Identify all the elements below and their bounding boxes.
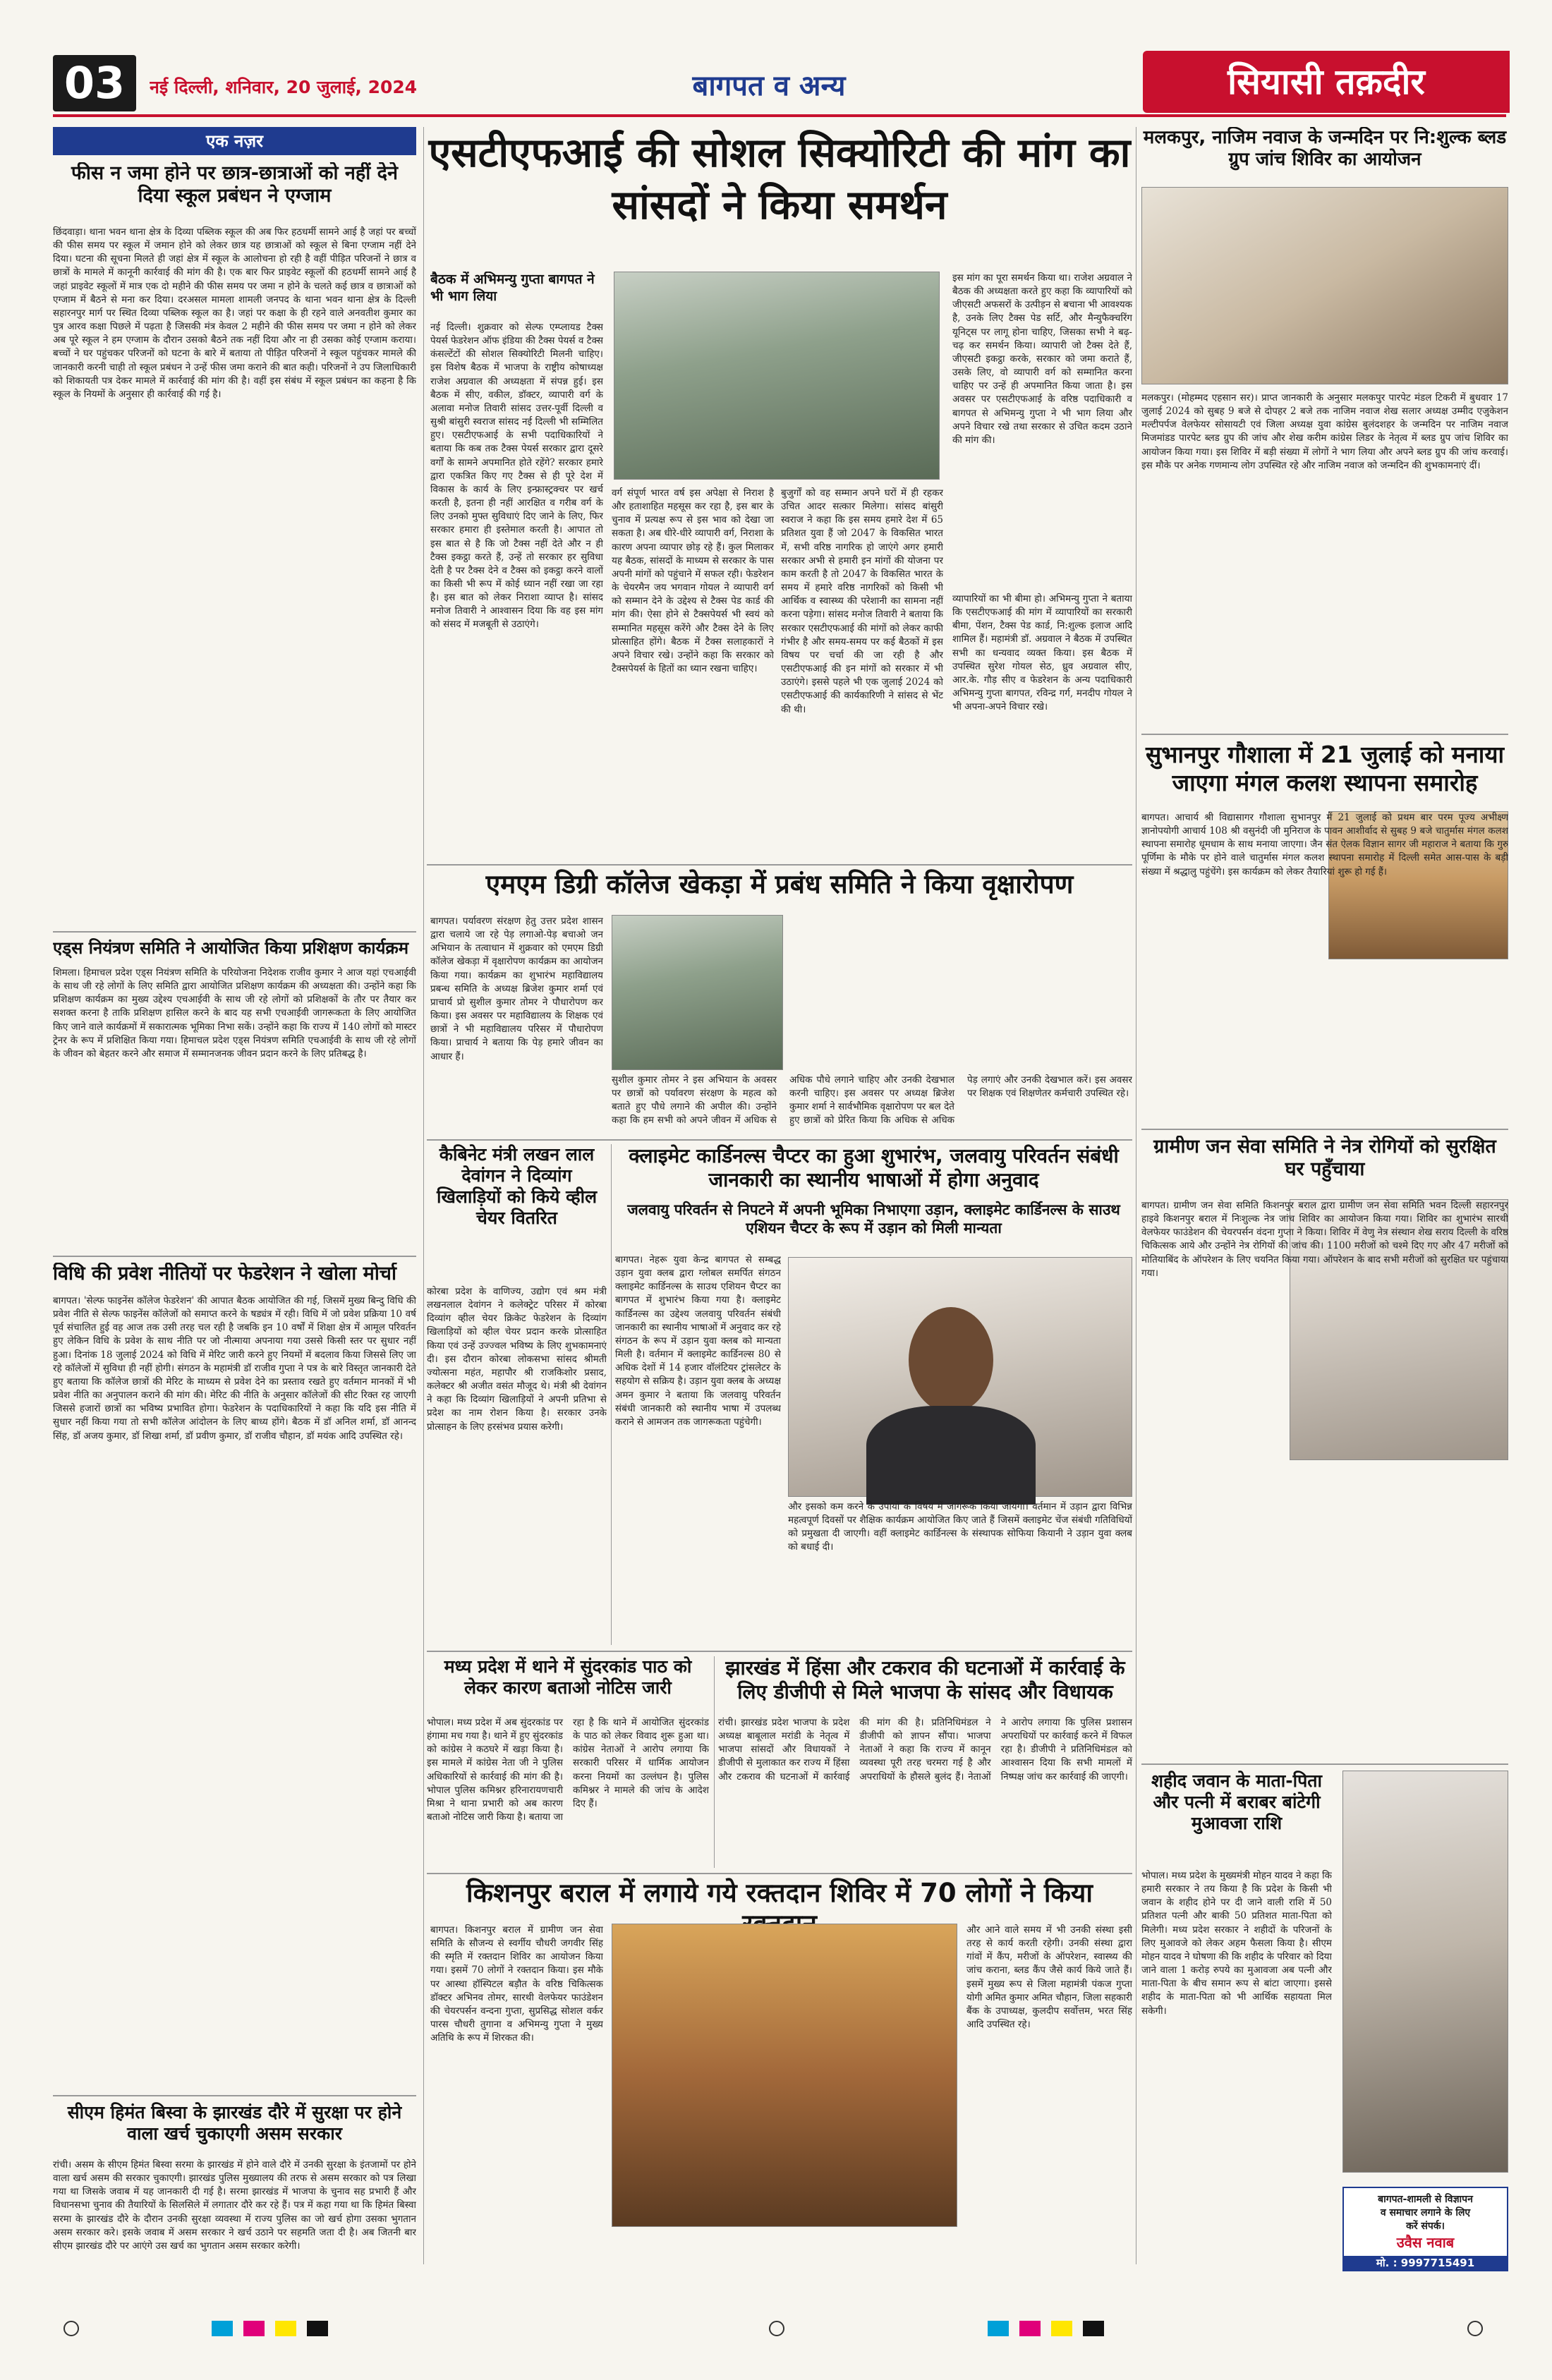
divider: [427, 864, 1132, 866]
left-column: [53, 127, 416, 2271]
left-story2-body: शिमला। हिमाचल प्रदेश एड्स नियंत्रण समिति के परियोजना निदेशक राजीव कुमार ने आज यहां एचआईवी के साथ जी रहे लोगों के लिए समिति द्वारा आयोजित प्रशिक्षण कार्यक्रम की अध्यक्षता की। उन्होंने कहा कि प्रशिक्षण कार्यक्रम का मुख्य उद्देश्य एचआईवी के साथ जी रहे लोगों को प्रशिक्षकों के तौर पर तैयार कर सशक्त करना है ताकि प्रशिक्षण हासिल करने के बाद यह सभी एचआईवी जागरूकता के लिए आयोजित किए जाने वाले कार्यक्रमों में सकारात्मक भूमिका निभा सकें। उन्होंने कहा कि राज्य में 140 लोगों को मास्टर ट्रेनर के रूप में प्रशिक्षित किया गया। हिमाचल प्रदेश एड्स नियंत्रण समिति एचआईवी के साथ जी रहे लोगों के जीवन को बेहतर करने और समाज में सम्मानजनक जीवन प्रदान करने के लिए प्रतिबद्ध है।: [53, 967, 416, 1060]
climate-body-col2: और इसको कम करने के उपायों के विषय में जागरूक किया जायेगा। वर्तमान में उड़ान द्वारा विभिन्न महत्वपूर्ण दिवसों पर शैक्षिक कार्यक्रम आयोजित किए जाते हैं जिसमें क्लाइमेट चेंज संबंधी गतिविधियों को प्रमुखता दी जाएगी। वहीं क्लाइमेट कार्डिनल्स के संस्थापक सोफिया कियानी ने उड़ान युवा क्लब को बधाई दी।: [788, 1501, 1132, 1553]
ad-line2: व समाचार लगाने के लिए: [1380, 2207, 1471, 2218]
right-story1-body: मलकपुर। (मोहम्मद एहसान सर)। प्राप्त जानकारी के अनुसार मलकपुर पारपेट मंडल टिकरी में बुधवार 17 जुलाई 2024 को सुबह 9 बजे से दोपहर 2 बजे तक नाजिम नवाज शेख सलार अध्यक्ष उम्मीद एजुकेशन मल्टीपर्पज वेलफेयर सोसायटी एवं जिला अध्यक्ष युवा कांग्रेस बुलंदशहर के जन्मदिन पर नाजिम नवाज मिजमांडड पारपेट ब्लड ग्रुप की जांच और शेख करीम कांग्रेस लिडर के नेतृत्व में ब्लड ग्रुप जांच शिविर का आयोजन किया गया। इस शिविर में बड़ी संख्या में लोगों ने भाग लिया और अपने ब्लड ग्रुप की जांच करवाई। इस मौके पर अनेक गणमान्य लोग उपस्थित रहे और नाजिम नवाज को जन्मदिन की शुभकामनाएं दीं।: [1141, 392, 1508, 471]
left-story4-body: रांची। असम के सीएम हिमंत बिस्वा सरमा के झारखंड में होने वाले दौरे में उनकी सुरक्षा के इंतजामों पर होने वाला खर्च असम की सरकार चुकाएगी। झारखंड पुलिस मुख्यालय की तरफ से असम सरकार को पत्र लिखा गया था जिसके जवाब में यह जानकारी दी गई है। सरमा झारखंड में भाजपा के चुनाव सह प्रभारी हैं और विधानसभा चुनाव की तैयारियों के सिलसिले में लगातार दौरे कर रहे हैं। पत्र में कहा गया था कि हिमंत बिस्वा सरमा के झारखंड दौरे के दौरान उनकी सुरक्षा व्यवस्था में राज्य पुलिस का जो खर्च होगा उसका भुगतान असम सरकार करे। इसके जवाब में असम सरकार ने खर्च उठाने पर सहमति जता दी है। अब जितनी बार सीएम झारखंड दौरे पर आएंगे उस खर्च का भुगतान असम सरकार करेगी।: [53, 2159, 416, 2252]
registration-mark: [63, 2321, 79, 2336]
color-swatch: [275, 2321, 296, 2336]
blood-photo: [612, 1924, 957, 2227]
color-swatch: [1051, 2321, 1072, 2336]
right-story4-photo: [1342, 1771, 1508, 2173]
right-story3-body: बागपत। ग्रामीण जन सेवा समिति किशनपुर बराल द्वारा ग्रामीण जन सेवा समिति भवन दिल्ली सहारनपुर हाइवे किशनपुर बराल में निःशुल्क नेत्र जांच शिविर का आयोजन किया गया। शिविर का शुभारंभ सारथी वेलफेयर फाउंडेशन की चेयरपर्सन वंदना गुप्ता ने किया। शिविर में वेणु नेत्र संस्थान शेख सराय दिल्ली के वरिष्ठ चिकित्सक आये और उन्होंने नेत्र रोगियों की जांच की। 1100 मरीजों को चश्मे दिए गए और 47 मरीजों को मोतियाबिंद के ऑपरेशन के लिए चयनित किया गया। ऑपरेशन के बाद सभी मरीजों को सुरक्षित घर पहुंचाया गया।: [1141, 1200, 1508, 1279]
climate-subheadline: जलवायु परिवर्तन से निपटने में अपनी भूमिका निभाएगा उड़ान, क्लाइमेट कार्डिनल्स के साउथ एशियन चैप्टर के रूप में उड़ान को मिली मान्यता: [627, 1201, 1120, 1237]
left-story2-headline: एड्स नियंत्रण समिति ने आयोजित किया प्रशिक्षण कार्यक्रम: [53, 938, 409, 958]
climate-story: [615, 1144, 1132, 1645]
divider: [53, 931, 416, 933]
page-number: 03: [63, 57, 126, 109]
ek-nazar-label: एक नज़र: [205, 131, 263, 151]
cabinet-body: कोरबा प्रदेश के वाणिज्य, उद्योग एवं श्रम मंत्री लखनलाल देवांगन ने कलेक्ट्रेट परिसर में कोरबा दिव्यांग व्हील चेयर क्रिकेट फेडरेशन के दिव्यांग खिलाड़ियों को व्हील चेयर प्रदान करके प्रोत्साहित किया एवं उन्हें उज्ज्वल भविष्य के लिए शुभकामनाएं दी। इस दौरान कोरबा लोकसभा सांसद श्रीमती ज्योत्सना महंत, महापौर श्री राजकिशोर प्रसाद, कलेक्टर श्री अजीत वसंत मौजूद थे। मंत्री श्री देवांगन ने कहा कि दिव्यांग खिलाड़ियों ने अपनी प्रतिभा से प्रदेश का नाम रोशन किया है। सरकार उनके प्रोत्साहन के लिए हरसंभव प्रयास करेगी।: [427, 1286, 607, 1433]
divider: [1141, 1129, 1508, 1130]
tree-body-col2: सुशील कुमार तोमर ने इस अभियान के अवसर पर छात्रों को पर्यावरण संरक्षण के महत्व को बताते हुए पौधे लगाने की अपील की। उन्होंने कहा कि हम सभी को अपने जीवन में अधिक से अधिक पौधे लगाने चाहिए और उनकी देखभाल करनी चाहिए। इस अवसर पर अध्यक्ष ब्रिजेश कुमार शर्मा ने सार्वभौमिक वृक्षारोपण पर बल देते हुए छात्रों को प्रेरित किया कि अधिक से अधिक पेड़ लगाएं और उनकी देखभाल करें। इस अवसर पर शिक्षक एवं शिक्षणेतर कर्मचारी उपस्थित रहे।: [612, 1074, 1132, 1127]
cabinet-headline: कैबिनेट मंत्री लखन लाल देवांगन ने दिव्यांग खिलाड़ियों को किये व्हील चेयर वितरित: [436, 1144, 598, 1228]
registration-mark: [1467, 2321, 1483, 2336]
lead-body-col4: इस मांग का पूरा समर्थन किया था। राजेश अग्रवाल ने बैठक की अध्यक्षता करते हुए कहा कि व्यापारियों को जीएसटी अफसरों के उत्पीड़न से बचाना भी आवश्यक है, उनके लिए टैक्स पेड सर्टि, और मैन्युफैक्चरिंग यूनिट्स पर लागू होना चाहिए, जिसका सभी ने बढ़-चढ़ कर समर्थन किया। व्यापारी जो टैक्स देते हैं, जीएसटी इकट्ठा करके, सरकार को जमा कराते हैं, उसके लिए, वो व्यापारी वर्ग को सम्मानित करना चाहिए पर उन्हें ही अपमानित किया जाता है। इस अवसर पर एसटीएफआई के वरिष्ठ पदाधिकारी व बागपत से अभिमन्यु गुप्ता ने भी भाग लिया और अपने विचार रखे तथा सरकार से उचित कदम उठाने की मांग की।: [952, 272, 1132, 446]
portrait-shirt: [866, 1406, 1036, 1505]
color-swatch: [212, 2321, 233, 2336]
right-story2-body: बागपत। आचार्य श्री विद्यासागर गौशाला सुभानपुर में 21 जुलाई को प्रथम बार परम पूज्य अभीक्ष्ण ज्ञानोपयोगी आचार्य 108 श्री वसुनंदी जी मुनिराज के पावन आशीर्वाद से सुबह 9 बजे चातुर्मास मंगल कलश स्थापना समारोह धूमधाम के साथ मनाया जाएगा। जैन संत ऐलक विज्ञान सागर जी महाराज ने बताया कि गुरु पूर्णिमा के मौके पर होने वाले चातुर्मास मंगल कलश स्थापना समारोह में दिल्ली समेत आस-पास के बड़ी संख्या में श्रद्धालु पहुंचेंगे। इस कार्यक्रम को लेकर तैयारियां शुरू हो गई हैं।: [1141, 812, 1508, 878]
color-swatch: [988, 2321, 1009, 2336]
tree-photo: [612, 915, 783, 1070]
lead-photo-meeting: [614, 272, 940, 480]
lead-story: [427, 127, 1132, 861]
divider: [714, 1656, 715, 1868]
divider: [1141, 734, 1508, 735]
tree-story: [427, 869, 1132, 1137]
mp-story: [427, 1656, 709, 1868]
registration-mark: [769, 2321, 784, 2336]
section-label: बागपत व अन्य: [692, 70, 846, 102]
left-story1-headline: फीस न जमा होने पर छात्र-छात्राओं को नहीं देने दिया स्कूल प्रबंधन ने एग्जाम: [71, 162, 398, 207]
ad-name: उवैस नवाब: [1396, 2234, 1455, 2251]
divider: [1141, 1763, 1508, 1765]
climate-body-col1: बागपत। नेहरू युवा केन्द्र बागपत से सम्बद्ध उड़ान युवा क्लब द्वारा ग्लोबल समर्पित संगठन क्लाइमेट कार्डिनल्स के साउथ एशियन चैप्टर का बागपत में शुभारंभ किया गया है। क्लाइमेट कार्डिनल्स का उद्देश्य जलवायु परिवर्तन संबंधी जानकारी का स्थानीय भाषाओं में अनुवाद कर रहे संगठन के रूप में उड़ान युवा क्लब को मान्यता मिली है। वर्तमान में क्लाइमेट कार्डिनल्स 80 से अधिक देशों में 14 हजार वॉलंटियर ट्रांसलेटर के सहयोग से सक्रिय है। उड़ान युवा क्लब के अध्यक्ष अमन कुमार ने बताया कि जलवायु परिवर्तन संबंधी जानकारी को स्थानीय भाषा में उपलब्ध कराने से आमजन तक जागरूकता पहुंचेगी।: [615, 1254, 781, 1428]
lead-body-col2: वर्ग संपूर्ण भारत वर्ष इस अपेक्षा से निराश है और हताशाहित महसूस कर रहा है, इस बार के चुनाव में प्रत्यक्ष रूप से इस भाव को देखा जा सकता है। अब धीरे-धीरे व्यापारी वर्ग, निराशा के कारण अपना व्यापार छोड़ रहे हैं। कुल मिलाकर यह बैठक, सांसदों के माध्यम से सरकार के पास अपनी मांगों को पहुंचाने में सफल रही। फेडरेशन के चेयरमैन जय भगवान गोयल ने व्यापारी वर्ग को सम्मान देने के उद्देश्य से टैक्स पेड कार्ड की मांग की। ऐसा होने से टैक्सपेयर्स भी स्वयं को सम्मानित महसूस करेंगे और टैक्स देने के लिए प्रोत्साहित होंगे। बैठक में टैक्स सलाहकारों ने अपने विचार रखे। उन्होंने कहा कि सरकार को टैक्सपेयर्स के हितों का ध्यान रखना चाहिए।: [612, 487, 774, 675]
mp-headline: मध्य प्रदेश में थाने में सुंदरकांड पाठ को लेकर कारण बताओ नोटिस जारी: [444, 1656, 692, 1698]
divider: [427, 1651, 1132, 1652]
color-swatch: [243, 2321, 265, 2336]
divider: [427, 1873, 1132, 1874]
blood-body-col1: बागपत। किशनपुर बराल में ग्रामीण जन सेवा समिति के सौजन्य से स्वर्गीय चौधरी जगवीर सिंह की स्मृति में रक्तदान शिविर का आयोजन किया गया। इसमें 70 लोगों ने रक्तदान किया। इस मौके पर आस्था हॉस्पिटल बड़ौत के वरिष्ठ चिकित्सक डॉक्टर अभिनव तोमर, सारथी वेलफेयर फाउंडेशन की चेयरपर्सन वन्दना गुप्ता, सुप्रसिद्ध सोशल वर्कर पारस चौधरी तुगाना व अभिमन्यु गुप्ता ने मुख्य अतिथि के रूप में शिरकत की।: [430, 1924, 603, 2044]
divider: [611, 1144, 612, 1645]
jharkhand-story: [718, 1656, 1132, 1868]
left-story3-body: बागपत। 'सेल्फ फाइनेंस कॉलेज फेडरेशन' की आपात बैठक आयोजित की गई, जिसमें मुख्य बिन्दु विधि की प्रवेश नीति से सेल्फ फाइनेंस कॉलेजों को समाप्त करने के षड्यंत्र में रही। विधि में जो प्रवेश प्रक्रिया 10 वर्ष पूर्व संचालित हुई वह आज तक उसी तरह चल रही है जबकि इन 10 वर्षों में शिक्षा क्षेत्र में आमूल परिवर्तन हुए लेकिन विधि के प्रवेश के साथ नीति पर जो नीत्माया अपनाया गया उससे किसी स्तर पर सुधार नहीं हुआ। दिनांक 18 जुलाई 2024 को विधि में मेरिट जारी करने हुए नियमों में बदलाव किया जिससे लिए जा रहे कॉलेजों में सुविधा ही नहीं होगी। संगठन के महामंत्री डॉ राजीव गुप्ता ने पत्र के बारे विस्तृत जानकारी देते हुए बताया कि कॉलेज छात्रों की मेरिट के माध्यम से प्रवेश देने का प्रस्ताव रखते हुए वर्तमान मानकों में भी प्रवेश नीति का अनुपालन कराने की मांग की। मेरिट की नीति के अनुसार कॉलेजों की सीट रिक्त रह जाएगी जिससे हजारों छात्रों का भविष्य प्रभावित होगा। फेडरेशन के पदाधिकारियों ने कहा कि यदि इस नीति में सुधार नहीं किया गया तो सभी कॉलेज आंदोलन के लिए बाध्य होंगे। बैठक में डॉ अनिल शर्मा, डॉ आनन्द सिंह, डॉ अजय कुमार, डॉ शिखा शर्मा, डॉ प्रवीण कुमार, डॉ राजीव चौहान, डॉ मयंक आदि उपस्थित रहे।: [53, 1295, 416, 1442]
right-story3-headline: ग्रामीण जन सेवा समिति ने नेत्र रोगियों को सुरक्षित घर पहुँचाया: [1153, 1136, 1496, 1181]
tree-body-col1: बागपत। पर्यावरण संरक्षण हेतु उत्तर प्रदेश शासन द्वारा चलाये जा रहे पेड़ लगाओ-पेड़ बचाओ जन अभियान के तत्वाधान में शुक्रवार को एमएम डिग्री कॉलेज खेकड़ा में वृक्षारोपण कार्यक्रम का आयोजन किया गया। कार्यक्रम का शुभारंभ महाविद्यालय प्रबन्ध समिति के अध्यक्ष ब्रिजेश कुमार शर्मा एवं प्राचार्य प्रो सुशील कुमार तोमर ने पौधारोपण कर किया। इस अवसर पर महाविद्यालय के शिक्षक एवं छात्रों ने भी महाविद्यालय परिसर में पौधारोपण किया। प्राचार्य ने बताया कि पेड़ हमारे जीवन का आधार हैं।: [430, 916, 603, 1062]
jharkhand-body: रांची। झारखंड प्रदेश भाजपा के प्रदेश अध्यक्ष बाबूलाल मरांडी के नेतृत्व में भाजपा सांसदों और विधायकों ने डीजीपी से मुलाकात कर राज्य में हिंसा और टकराव की घटनाओं में कार्रवाई की मांग की है। प्रतिनिधिमंडल ने डीजीपी को ज्ञापन सौंपा। भाजपा नेताओं ने कहा कि राज्य में कानून व्यवस्था पूरी तरह चरमरा गई है और अपराधियों के हौसले बुलंद हैं। नेताओं ने आरोप लगाया कि पुलिस प्रशासन अपराधियों पर कार्रवाई करने में विफल रहा है। डीजीपी ने प्रतिनिधिमंडल को आश्वासन दिया कि सभी मामलों में निष्पक्ष जांच कर कार्रवाई की जाएगी।: [718, 1717, 1132, 1783]
lead-headline: एसटीएफआई की सोशल सिक्योरिटी की मांग का सांसदों ने किया समर्थन: [428, 130, 1131, 229]
lead-body-col5: व्यापारियों का भी बीमा हो। अभिमन्यु गुप्ता ने बताया कि एसटीएफआई की मांग में व्यापारियों का सरकारी बीमा, पेंशन, टैक्स पेड कार्ड, नि:शुल्क इलाज आदि शामिल हैं। महामंत्री डॉ. अग्रवाल ने बैठक में उपस्थित सभी का धन्यवाद व्यक्त किया। इस बैठक में उपस्थित सुरेश गोयल सेठ, ध्रुव अग्रवाल सीए, आर.के. गौड़ सीए व फेडरेशन के अन्य पदाधिकारी अभिमन्यु गुप्ता बागपत, रविन्द्र गर्ग, मनदीप गोयल ने भी अपना-अपने विचार रखे।: [952, 593, 1132, 713]
lead-body-col3: बुजुर्गों को वह सम्मान अपने घरों में ही रहकर उचित आदर सत्कार मिलेगा। सांसद बांसुरी स्वराज ने कहा कि इस समय हमारे देश में 65 प्रतिशत युवा हैं जो 2047 के विकसित भारत में, सभी वरिष्ठ नागरिक हो जाएंगे अगर हमारी सरकार अभी से हमारी इन मांगों की योजना पर काम करती है तो 2047 के विकसित भारत के समय में हमारे वरिष्ठ नागरिकों को किसी भी आर्थिक व स्वास्थ्य की परेशानी का सामना नहीं करना पड़ेगा। सांसद मनोज तिवारी ने बताया कि सरकार एसटीएफआई की मांगों को लेकर काफी गंभीर है और समय-समय पर कई बैठकों में इस विषय पर चर्चा की जा रही है और एसटीएफआई की इन मांगों को सरकार में भी उठाएंगे। इससे पहले भी एक जुलाई 2024 को एसटीएफआई की कार्यकारिणी ने सांसद से भेंट की थी।: [781, 487, 943, 715]
left-story1-body: छिंदवाड़ा। थाना भवन थाना क्षेत्र के दिव्या पब्लिक स्कूल की अब फिर हठधर्मी सामने आई है जहां पर बच्चों की फीस समय पर स्कूल में जमान होने को लेकर छात्र यह छात्राओं को स्कूल से बिना एग्जाम नहीं देने दिया। घटना की सूचना मिलते ही जहां क्षेत्र में स्कूल के आलोचना हो रही है वहीं पीड़ित परिजनों ने छात्र व छात्रों के मामले में कानूनी कार्रवाई की मांग की है। एक बार फिर प्राइवेट स्कूलों की हठधर्मी सामने आई है जहां प्राइवेट स्कूलों में मात्र एक दो महीने की फीस समय पर जमा न होने के चलते कई छात्र व छात्राओं को एग्जाम में बैठने से मना कर दिया। दरअसल मामला शामली जनपद के थाना भवन थाना क्षेत्र के दिल्ली सहारनपुर मार्ग पर स्थित दिव्या पब्लिक स्कूल का है। जहां पर कक्षा के ही रहने वाले अनवतीश कुमार का पुत्र आरव कक्षा पिछले में पढ़ता है जिसकी मंत्र केवल 2 महीने की फीस समय पर जमा न होने को लेकर अब पूरे स्कूल ने हम एग्जाम के दौरान उसको बैठने तक नहीं दिया और ना ही उसका कोई एग्जाम कराया। बच्चों ने घर पहुंचकर परिजनों को घटना के बारे में बताया तो पीड़ित परिजनों ने स्कूल पहुंचकर मामले की जानकारी करनी चाही तो स्कूल प्रबंधन ने उन्हें फीस जमा कराने की बात कही। परिजनों ने उप जिलाधिकारी को शिकायती पत्र देकर मामले में कार्रवाई की मांग की है। वहीं इस संबंध में स्कूल प्रबंधन का कहना है कि स्कूल के नियमों के अनुसार ही कार्रवाई की गई है।: [53, 226, 416, 400]
right-story1-photo: [1141, 187, 1508, 384]
blood-body-col2: और आने वाले समय में भी उनकी संस्था इसी तरह से कार्य करती रहेगी। उनकी संस्था द्वारा गांवों में कैंप, मरीजों के ऑपरेशन, स्वास्थ्य की जांच कराना, ब्लड कैंप जैसे कार्य किये जाते हैं। इसमें मुख्य रूप से जिला महामंत्री पंकज गुप्ता योगी अमित कुमार अमित चौहान, जिला सहकारी बैंक के उपाध्यक्ष, कुलदीप सर्वोत्तम, भरत सिंह आदि उपस्थित रहे।: [966, 1924, 1132, 2031]
ad-line1: बागपत-शामली से विज्ञापन: [1378, 2194, 1473, 2205]
climate-photo-portrait: [788, 1257, 1132, 1497]
right-story4-body: भोपाल। मध्य प्रदेश के मुख्यमंत्री मोहन यादव ने कहा कि हमारी सरकार ने तय किया है कि प्रदेश के किसी भी जवान के शहीद होने पर दी जाने वाली राशि में 50 प्रतिशत पत्नी और बाकी 50 प्रतिशत माता-पिता को मिलेगी। मध्य प्रदेश सरकार ने शहीदों के परिजनों के लिए मुआवजे को लेकर अहम फैसला किया है। सीएम मोहन यादव ने घोषणा की कि शहीद के परिवार को दिया जाने वाला 1 करोड़ रुपये का मुआवजा अब पत्नी और माता-पिता के बीच समान रूप से बांटा जाएगा। इससे शहीद के माता-पिता को भी आर्थिक सहायता मिल सकेगी।: [1141, 1870, 1332, 2017]
column-rule-left: [423, 127, 424, 2264]
cabinet-story: [427, 1144, 607, 1645]
page-title-text: सियासी तक़दीर: [1227, 61, 1425, 102]
blood-story: [427, 1878, 1132, 2273]
ek-nazar-badge: [53, 127, 416, 155]
lead-kicker: बैठक में अभिमन्यु गुप्ता बागपत ने भी भाग लिया: [430, 272, 595, 304]
right-story2-headline: सुभानपुर गौशाला में 21 जुलाई को मनाया जाएगा मंगल कलश स्थापना समारोह: [1145, 741, 1505, 796]
climate-headline: क्लाइमेट कार्डिनल्स चैप्टर का हुआ शुभारंभ, जलवायु परिवर्तन संबंधी जानकारी का स्थानीय भाषाओं में होगा अनुवाद: [629, 1144, 1119, 1191]
blood-headline: किशनपुर बराल में लगाये गये रक्तदान शिविर में 70 लोगों ने किया: [466, 1878, 1093, 1908]
print-marks: [0, 2293, 1552, 2380]
ad-phone: मो. : 9997715491: [1344, 2256, 1507, 2270]
page-number-box: [53, 55, 136, 111]
color-swatch: [1019, 2321, 1041, 2336]
color-swatch: [1083, 2321, 1104, 2336]
divider: [53, 1256, 416, 1257]
right-story4-headline: शहीद जवान के माता-पिता और पत्नी में बराबर बांटेगी मुआवजा राशि: [1151, 1771, 1323, 1833]
dateline: नई दिल्ली, शनिवार, 20 जुलाई, 2024: [150, 77, 418, 97]
lead-body-col1: नई दिल्ली। शुक्रवार को सेल्फ एम्प्लायड टैक्स पेयर्स फेडरेशन ऑफ इंडिया की टैक्स पेयर्स व टैक्स कंसल्टेंटों की सोशल सिक्योरिटी मिलनी चाहिए। इस विशेष बैठक में भाजपा के राष्ट्रीय कोषाध्यक्ष राजेश अग्रवाल की अध्यक्षता में संपन्न हुई। इस बैठक में सीए, वकील, डॉक्टर, व्यापारी वर्ग के अलावा मनोज तिवारी सांसद उत्तर-पूर्वी दिल्ली व सुश्री बांसुरी स्वराज सांसद नई दिल्ली भी सम्मिलित हुए। एसटीएफआई के सभी पदाधिकारियों ने बताया कि कब तक टैक्स पेयर्स सरकार द्वारा दूसरे वर्गों के सामने अपमानित होते रहेंगे? सरकार हमारे द्वारा एकत्रित किए गए टैक्स से ही पूरे देश में विकास के कार्य के लिए इन्फ्रास्ट्रक्चर पर खर्च करती है, इतना ही नहीं आरक्षित व गरीब वर्ग के लिए उनको मुफ्त सुविधाएं दिए जाने के लिए, फिर सरकार हमारा ही इस्तेमाल करती है। आपात तो इस बात से है कि जो टैक्स नहीं देते और न ही टैक्स इकट्ठा करते हैं, उन्हें तो सरकार हर सुविधा देती है पर टैक्स देने व टैक्स को इकट्ठा करने वालों का किसी भी रूप में कोई ध्यान नहीं रखा जा रहा है। इस बात को लेकर निराशा व्याप्त है। सांसद मनोज तिवारी ने आश्वासन दिया कि वह इस मांग को संसद में मजबूती से उठाएंगे।: [430, 322, 603, 631]
page-title: [1143, 51, 1510, 113]
left-story4-headline: सीएम हिमंत बिस्वा के झारखंड दौरे में सुरक्षा पर होने वाला खर्च चुकाएगी असम सरकार: [67, 2102, 402, 2144]
divider: [53, 2095, 416, 2096]
masthead: [0, 0, 1552, 120]
ad-line3: करें संपर्क।: [1406, 2221, 1445, 2232]
right-column: [1141, 127, 1508, 2271]
left-story3-headline: विधि की प्रवेश नीतियों पर फेडरेशन ने खोला मोर्चा: [53, 1263, 396, 1285]
color-swatch: [307, 2321, 328, 2336]
divider: [427, 1139, 1132, 1141]
tree-headline: एमएम डिग्री कॉलेज खेकड़ा में प्रबंध समिति ने किया वृक्षारोपण: [485, 869, 1074, 899]
portrait-head: [909, 1307, 993, 1413]
advertisement-box: [1342, 2187, 1508, 2271]
right-story1-headline: मलकपुर, नाजिम नवाज के जन्मदिन पर नि:शुल्क ब्लड ग्रुप जांच शिविर का आयोजन: [1143, 127, 1507, 171]
masthead-rule: [53, 114, 1506, 117]
mp-body: भोपाल। मध्य प्रदेश में अब सुंदरकांड पर हंगामा मच गया है। थाने में हुए सुंदरकांड को कांग्रेस ने कठघरे में खड़ा किया है। इस मामले में कांग्रेस नेता जी ने पुलिस अधिकारियों से कार्रवाई की मांग की है। भोपाल पुलिस कमिश्नर हरिनारायणचारी मिश्रा ने थाना प्रभारी को अब कारण बताओ नोटिस जारी किया है। बताया जा रहा है कि थाने में आयोजित सुंदरकांड के पाठ को लेकर विवाद शुरू हुआ था। कांग्रेस नेताओं ने आरोप लगाया कि सरकारी परिसर में धार्मिक आयोजन करना नियमों का उल्लंघन है। पुलिस कमिश्नर ने मामले की जांच के आदेश दिए हैं।: [427, 1717, 709, 1823]
jharkhand-headline: झारखंड में हिंसा और टकराव की घटनाओं में कार्रवाई के लिए डीजीपी से मिले भाजपा के सांसद और विधायक: [725, 1656, 1125, 1704]
